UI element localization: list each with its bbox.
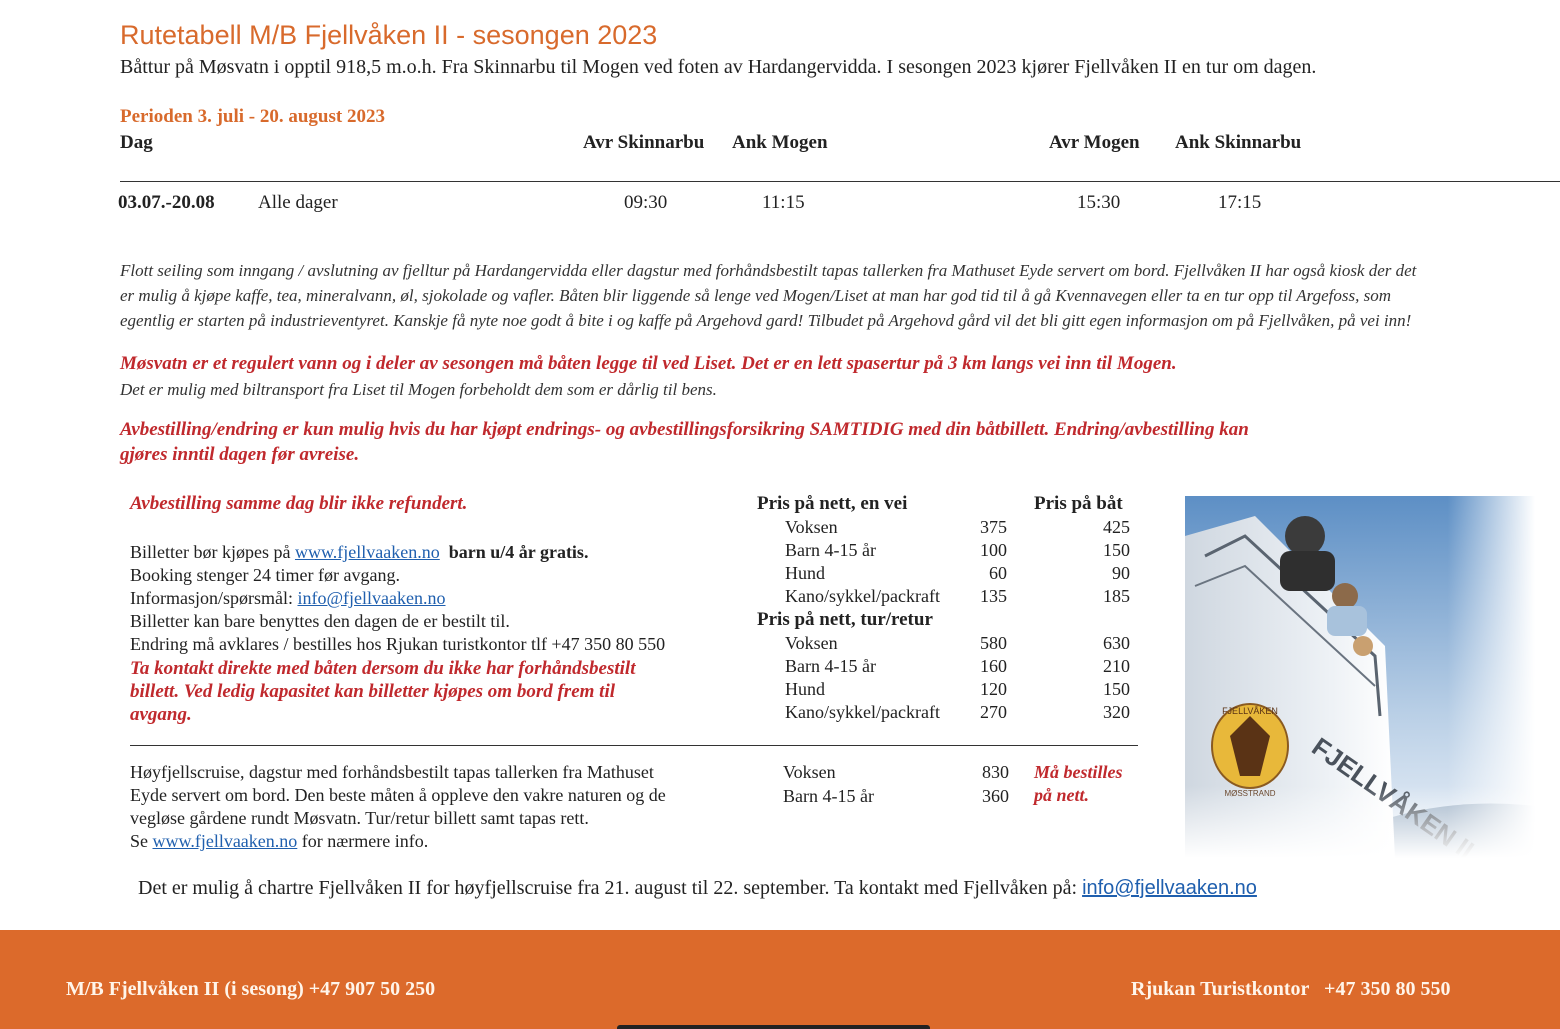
charter-text: Det er mulig å chartre Fjellvåken II for høyfjellscruise fra 21. august til 22. september. Ta kontakt med Fjellvåken på:	[138, 877, 1078, 899]
contact-boat-line2: billett. Ved ledig kapasitet kan billetter kjøpes om bord frem til	[130, 681, 616, 702]
price-net-canoe: 135	[980, 586, 1007, 606]
price-header-one-way: Pris på nett, en vei	[757, 493, 908, 514]
contact-boat-line3: avgang.	[130, 704, 192, 725]
footer-office-phone: +47 350 80 550	[1324, 978, 1451, 1000]
see-suffix: for nærmere info.	[301, 831, 429, 851]
price-label-adult: Voksen	[785, 517, 838, 537]
valid-day-text: Billetter kan bare benyttes den dagen de er bestilt til.	[130, 611, 510, 631]
rt-net-dog: 120	[980, 679, 1007, 699]
info-prefix: Informasjon/spørsmål:	[130, 588, 293, 608]
col-header-day: Dag	[120, 132, 153, 153]
email-link[interactable]: info@fjellvaaken.no	[297, 588, 446, 608]
row-arr-skinnarbu: 17:15	[1218, 192, 1262, 213]
ticket-purchase-line	[130, 542, 588, 563]
cruise-price-child: 360	[982, 786, 1009, 806]
col-header-dep-skinnarbu: Avr Skinnarbu	[583, 132, 705, 153]
ticket-prefix: Billetter bør kjøpes på	[130, 542, 291, 562]
price-boat-canoe: 185	[1103, 586, 1130, 606]
change-text: Endring må avklares / bestilles hos Rjukan turistkontor tlf +47 350 80 550	[130, 634, 666, 654]
cruise-website-link[interactable]: www.fjellvaaken.no	[152, 831, 298, 851]
cancel-policy-line2: gjøres inntil dagen før avreise.	[120, 444, 360, 465]
charter-email-link[interactable]: info@fjellvaaken.no	[1082, 877, 1257, 899]
rt-boat-dog: 150	[1103, 679, 1130, 699]
cruise-label-adult: Voksen	[783, 762, 836, 782]
description-text: Flott seiling som inngang / avslutning av fjelltur på Hardangervidda eller dagstur med forhåndsbestilt tapas tallerken fra Mathuset Eyde servert om bord. Fjellvåken II har også kiosk der det er mulig å kjøpe kaffe, tea, mineralvann, øl, sjokolade og vafler. Båten blir liggende så lenge ved Mogen/Liset at man har god tid til å gå Kvennavegen eller ta en tur opp til Argefoss, som egentlig er starten på industrieventyret. Kanskje få nyte noe godt å bite i og kaffe på Argehovd gard! Tilbudet på Argehovd gård vil det bli gitt egen informasjon om på Fjellvåken, på vei inn!	[120, 261, 1417, 330]
footer-boat-contact: M/B Fjellvåken II (i sesong) +47 907 50 250	[66, 978, 436, 1000]
col-header-dep-mogen: Avr Mogen	[1049, 132, 1140, 153]
price-label-child: Barn 4-15 år	[785, 540, 876, 560]
row-arr-mogen: 11:15	[762, 192, 805, 213]
intro-text: Båttur på Møsvatn i opptil 918,5 m.o.h. Fra Skinnarbu til Mogen ved foten av Hardangervidda. I sesongen 2023 kjører Fjellvåken II en tur om dagen.	[120, 56, 1317, 78]
website-link[interactable]: www.fjellvaaken.no	[294, 542, 440, 562]
rt-net-child: 160	[980, 656, 1007, 676]
cruise-text-line3: vegløse gårdene rundt Møsvatn. Tur/retur billett samt tapas rett.	[130, 808, 589, 828]
footer-bar	[0, 930, 1560, 1029]
price-header-boat: Pris på båt	[1034, 493, 1123, 514]
cruise-price-adult: 830	[982, 762, 1009, 782]
section-divider	[130, 745, 1138, 746]
row-days: Alle dager	[258, 192, 338, 213]
rt-boat-canoe: 320	[1103, 702, 1130, 722]
price-label-canoe: Kano/sykkel/packraft	[785, 586, 940, 606]
see-prefix: Se	[130, 831, 148, 851]
rt-label-adult: Voksen	[785, 633, 838, 653]
price-label-dog: Hund	[785, 563, 825, 583]
row-dep-skinnarbu: 09:30	[624, 192, 668, 213]
cruise-label-child: Barn 4-15 år	[783, 786, 874, 806]
price-header-round-trip: Pris på nett, tur/retur	[757, 609, 933, 630]
price-net-dog: 60	[989, 563, 1007, 583]
rt-label-child: Barn 4-15 år	[785, 656, 876, 676]
price-net-adult: 375	[980, 517, 1007, 537]
price-boat-child: 150	[1103, 540, 1130, 560]
col-header-arr-skinnarbu: Ank Skinnarbu	[1175, 132, 1302, 153]
footer-office-label: Rjukan Turistkontor	[1131, 978, 1310, 1000]
footer-tourist-office	[1131, 978, 1450, 1001]
booking-close-text: Booking stenger 24 timer før avgang.	[130, 565, 400, 585]
cruise-text-line1: Høyfjellscruise, dagstur med forhåndsbestilt tapas tallerken fra Mathuset	[130, 762, 654, 782]
rt-label-canoe: Kano/sykkel/packraft	[785, 702, 940, 722]
must-book-line1: Må bestilles	[1034, 762, 1123, 782]
boat-photo	[1185, 496, 1535, 858]
price-boat-adult: 425	[1103, 517, 1130, 537]
rt-boat-child: 210	[1103, 656, 1130, 676]
price-net-child: 100	[980, 540, 1007, 560]
rt-net-canoe: 270	[980, 702, 1007, 722]
transport-note: Det er mulig med biltransport fra Liset til Mogen forbeholdt dem som er dårlig til bens.	[120, 380, 717, 399]
cruise-text-line2: Eyde servert om bord. Den beste måten å oppleve den vakre naturen og de	[130, 785, 666, 805]
charter-line	[138, 877, 1257, 900]
rt-net-adult: 580	[980, 633, 1007, 653]
row-dep-mogen: 15:30	[1077, 192, 1121, 213]
cancel-policy-line1: Avbestilling/endring er kun mulig hvis du har kjøpt endrings- og avbestillingsforsikring SAMTIDIG med din båtbillett. Endring/avbestilling kan	[120, 419, 1249, 440]
period-heading: Perioden 3. juli - 20. august 2023	[120, 106, 385, 127]
kids-free-text: barn u/4 år gratis.	[448, 542, 589, 562]
must-book-line2: på nett.	[1034, 785, 1090, 805]
row-date: 03.07.-20.08	[118, 192, 215, 213]
bottom-tab-indicator	[617, 1025, 930, 1029]
info-contact-line	[130, 588, 446, 609]
rt-boat-adult: 630	[1103, 633, 1130, 653]
contact-boat-line1: Ta kontakt direkte med båten dersom du ikke har forhåndsbestilt	[130, 658, 636, 679]
water-warning: Møsvatn er et regulert vann og i deler av sesongen må båten legge til ved Liset. Det er en lett spasertur på 3 km langs vei inn til Mogen.	[120, 353, 1177, 374]
rt-label-dog: Hund	[785, 679, 825, 699]
col-header-arr-mogen: Ank Mogen	[732, 132, 828, 153]
cruise-see-line	[130, 831, 428, 852]
price-boat-dog: 90	[1112, 563, 1130, 583]
page-title: Rutetabell M/B Fjellvåken II - sesongen 2023	[120, 20, 658, 50]
table-divider	[120, 181, 1560, 182]
no-refund-notice: Avbestilling samme dag blir ikke refundert.	[130, 493, 468, 514]
boat-photo-illustration	[1185, 496, 1535, 858]
